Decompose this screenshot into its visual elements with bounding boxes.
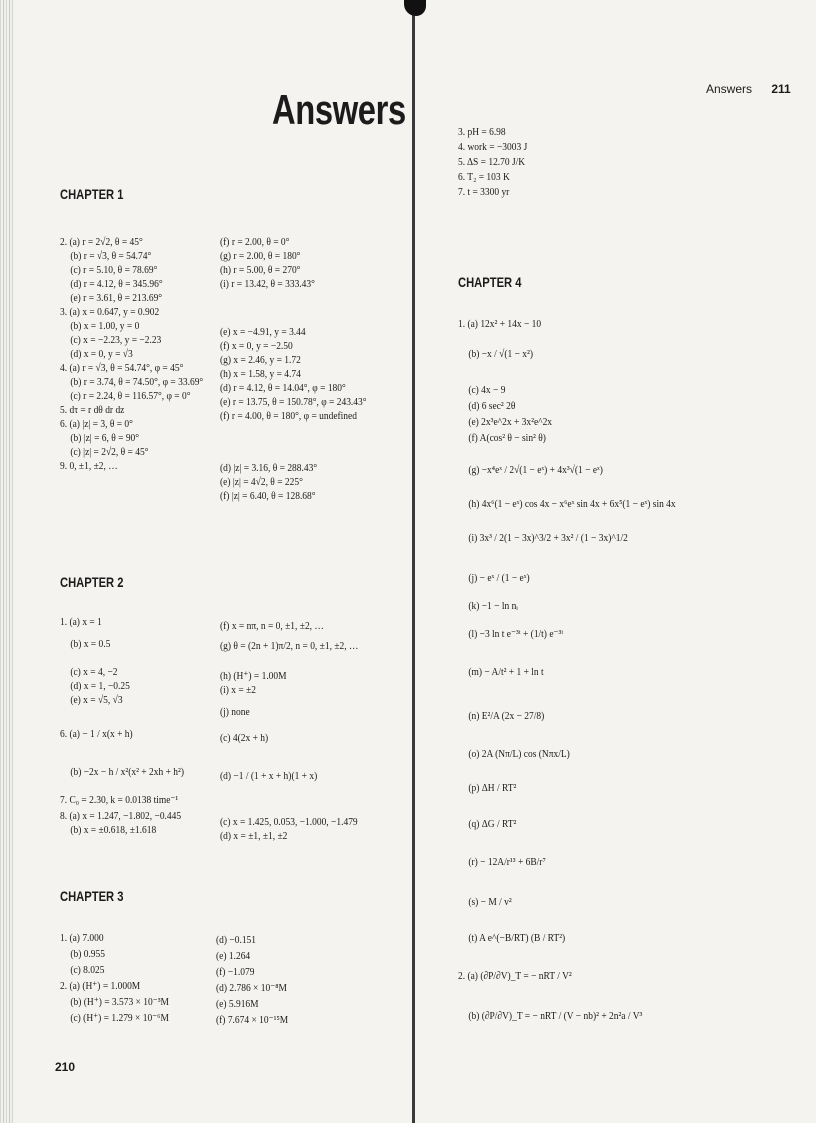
page-title: Answers — [272, 86, 406, 133]
answer: 4. work = −3003 J — [458, 141, 528, 153]
answer: (h) (H⁺) = 1.00M — [220, 670, 287, 682]
answer: (e) x = √5, √3 — [70, 694, 123, 706]
answer: (e) 1.264 — [216, 950, 251, 962]
answer: (b) x = 1.00, y = 0 — [70, 320, 140, 332]
answer: (b) −2x − h / x²(x² + 2xh + h²) — [70, 766, 184, 778]
answer: (h) x = 1.58, y = 4.74 — [220, 368, 301, 380]
answer: (d) −1 / (1 + x + h)(1 + x) — [220, 770, 318, 782]
page-number: 210 — [55, 1060, 76, 1074]
answer: 6. T₂ = 103 K — [458, 171, 510, 183]
answer: 1. (a) 7.000 — [60, 932, 104, 944]
answer: (j) none — [220, 706, 250, 718]
answer: 1. (a) 12x² + 14x − 10 — [458, 318, 542, 330]
answer: (f) |z| = 6.40, θ = 128.68° — [220, 490, 316, 502]
answer: 4. (a) r = √3, θ = 54.74°, φ = 45° — [60, 362, 184, 374]
answer: (b) (H⁺) = 3.573 × 10⁻³M — [70, 996, 169, 1008]
chapter-2-heading: CHAPTER 2 — [60, 574, 124, 590]
answer: (d) −0.151 — [216, 934, 257, 946]
answer: (b) |z| = 6, θ = 90° — [70, 432, 140, 444]
answer: 6. (a) − 1 / x(x + h) — [60, 728, 133, 740]
answer: (f) r = 2.00, θ = 0° — [220, 236, 290, 248]
chapter-1-heading: CHAPTER 1 — [60, 186, 124, 202]
answer: (c) r = 2.24, θ = 116.57°, φ = 0° — [70, 390, 191, 402]
book-spine — [412, 0, 415, 1123]
answer: (d) x = 0, y = √3 — [70, 348, 133, 360]
answer: 7. t = 3300 yr — [458, 186, 510, 198]
chapter-4-heading: CHAPTER 4 — [458, 274, 522, 290]
scan-edge — [0, 0, 14, 1123]
answer: (g) θ = (2n + 1)π/2, n = 0, ±1, ±2, … — [220, 640, 359, 652]
answer: (d) x = 1, −0.25 — [70, 680, 130, 692]
running-header — [706, 82, 791, 96]
answer: (d) r = 4.12, θ = 14.04°, φ = 180° — [220, 382, 346, 394]
answer: (k) −1 − ln nᵢ — [468, 600, 518, 612]
answer: (d) 6 sec² 2θ — [468, 400, 516, 412]
answer: (f) x = 0, y = −2.50 — [220, 340, 293, 352]
answer: 2. (a) r = 2√2, θ = 45° — [60, 236, 143, 248]
header-label: Answers — [706, 82, 753, 96]
answer: (j) − eˣ / (1 − eˣ) — [468, 572, 530, 584]
answer: (h) r = 5.00, θ = 270° — [220, 264, 301, 276]
answer: (f) x = nπ, n = 0, ±1, ±2, … — [220, 620, 324, 632]
answer: (f) A(cos² θ − sin² θ) — [468, 432, 546, 444]
answer: (b) (∂P/∂V)_T = − nRT / (V − nb)² + 2n²a / V³ — [468, 1010, 643, 1022]
answer: (b) r = 3.74, θ = 74.50°, φ = 33.69° — [70, 376, 204, 388]
answer: (d) 2.786 × 10⁻⁸M — [216, 982, 287, 994]
answer: (l) −3 ln t e⁻³ᵗ + (1/t) e⁻³ᵗ — [468, 628, 564, 640]
answer: (m) − A/t² + 1 + ln t — [468, 666, 544, 678]
answer: (c) (H⁺) = 1.279 × 10⁻⁶M — [70, 1012, 169, 1024]
answer: (g) r = 2.00, θ = 180° — [220, 250, 301, 262]
answer: 3. (a) x = 0.647, y = 0.902 — [60, 306, 160, 318]
answer: (h) 4x⁶(1 − eˣ) cos 4x − x⁶eˣ sin 4x + 6x⁵(1 − eˣ) sin 4x — [468, 498, 676, 510]
answer: (e) x = −4.91, y = 3.44 — [220, 326, 306, 338]
answer: 9. 0, ±1, ±2, … — [60, 460, 118, 472]
answer: (g) x = 2.46, y = 1.72 — [220, 354, 301, 366]
answer: (e) |z| = 4√2, θ = 225° — [220, 476, 303, 488]
answer: (f) r = 4.00, θ = 180°, φ = undefined — [220, 410, 357, 422]
answer: 1. (a) x = 1 — [60, 616, 102, 628]
answer: (c) |z| = 2√2, θ = 45° — [70, 446, 149, 458]
answer: 7. C₀ = 2.30, k = 0.0138 time⁻¹ — [60, 794, 179, 806]
answer: (b) x = ±0.618, ±1.618 — [70, 824, 157, 836]
answer: (o) 2A (Nπ/L) cos (Nπx/L) — [468, 748, 570, 760]
answer: (n) E²/A (2x − 27/8) — [468, 710, 545, 722]
answer: (d) x = ±1, ±1, ±2 — [220, 830, 288, 842]
answer: 5. ΔS = 12.70 J/K — [458, 156, 526, 168]
answer: (e) r = 13.75, θ = 150.78°, φ = 243.43° — [220, 396, 367, 408]
answer: (f) 7.674 × 10⁻¹⁵M — [216, 1014, 289, 1026]
answer: (i) x = ±2 — [220, 684, 257, 696]
answer: (c) 4(2x + h) — [220, 732, 269, 744]
answer: (b) 0.955 — [70, 948, 106, 960]
answer: (s) − M / v² — [468, 896, 512, 908]
answer: (p) ΔH / RT² — [468, 782, 517, 794]
scan-mark — [404, 0, 426, 16]
answer: (q) ΔG / RT² — [468, 818, 517, 830]
answer: (i) 3x³ / 2(1 − 3x)^3/2 + 3x² / (1 − 3x)^1/2 — [468, 532, 628, 544]
answer: (b) r = √3, θ = 54.74° — [70, 250, 152, 262]
answer: 2. (a) (H⁺) = 1.000M — [60, 980, 141, 992]
answer: (f) −1.079 — [216, 966, 255, 978]
answer: 5. dτ = r dθ dr dz — [60, 404, 125, 416]
answer: (i) r = 13.42, θ = 333.43° — [220, 278, 315, 290]
answer: (c) 8.025 — [70, 964, 105, 976]
answer: (c) r = 5.10, θ = 78.69° — [70, 264, 158, 276]
answer: (e) 5.916M — [216, 998, 259, 1010]
answer: (c) x = 4, −2 — [70, 666, 118, 678]
answer: (t) A e^(−B/RT) (B / RT²) — [468, 932, 566, 944]
answer: (c) x = 1.425, 0.053, −1.000, −1.479 — [220, 816, 358, 828]
answer: 8. (a) x = 1.247, −1.802, −0.445 — [60, 810, 182, 822]
answer: (d) |z| = 3.16, θ = 288.43° — [220, 462, 318, 474]
answer: (b) x = 0.5 — [70, 638, 111, 650]
answer: (r) − 12A/r¹³ + 6B/r⁷ — [468, 856, 546, 868]
answer: (c) 4x − 9 — [468, 384, 506, 396]
chapter-3-heading: CHAPTER 3 — [60, 888, 124, 904]
answer: (b) −x / √(1 − x²) — [468, 348, 533, 360]
answer: (g) −x⁴eˣ / 2√(1 − eˣ) + 4x³√(1 − eˣ) — [468, 464, 603, 476]
answer: (e) 2x³e^2x + 3x²e^2x — [468, 416, 553, 428]
answer: (c) x = −2.23, y = −2.23 — [70, 334, 162, 346]
header-page-number: 211 — [771, 82, 791, 96]
answer: 3. pH = 6.98 — [458, 126, 506, 138]
answer: (d) r = 4.12, θ = 345.96° — [70, 278, 163, 290]
answer: (e) r = 3.61, θ = 213.69° — [70, 292, 163, 304]
answer: 6. (a) |z| = 3, θ = 0° — [60, 418, 133, 430]
answer: 2. (a) (∂P/∂V)_T = − nRT / V² — [458, 970, 572, 982]
